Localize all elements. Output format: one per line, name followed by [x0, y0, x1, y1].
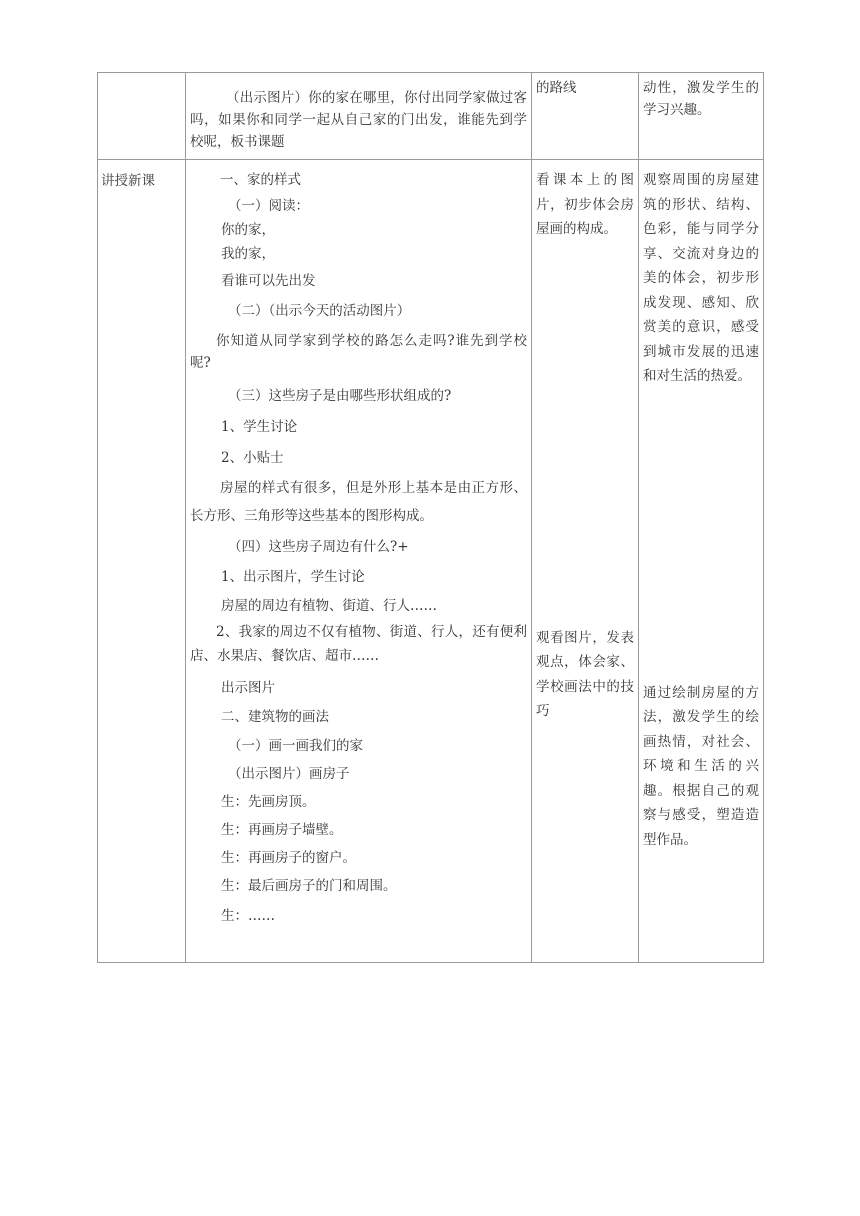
purpose-cell: [639, 73, 764, 160]
stage-cell: [98, 73, 186, 160]
stage-label: 讲授新课: [101, 173, 155, 189]
list-paragraph: 房屋的周边有植物、街道、行人……: [221, 598, 437, 615]
poem-line: 你的家，: [221, 222, 275, 239]
student-activity-cell: [532, 73, 639, 160]
intro-paragraph: （出示图片）你的家在哪里，你付出同学家做过客吗，如果你和同学一起从自己家的门出发，谁能先到学校呢，板书课题: [190, 90, 527, 150]
list-paragraph: 2、我家的周边不仅有植物、街道、行人，还有便利店、水果店、餐饮店、超市……: [190, 624, 527, 665]
subsection-heading: （一）阅读：: [228, 198, 309, 215]
list-item: 1、学生讨论: [221, 419, 298, 436]
lesson-plan-table: [97, 72, 764, 963]
stage-label: [98, 73, 185, 83]
purpose-cell: [639, 160, 764, 963]
student-activity-text: 观看图片，发表观点，体会家、学校画法中的技巧: [536, 629, 634, 719]
student-activity-text: 的路线: [536, 80, 577, 96]
list-paragraph: （出示图片）画房子: [228, 766, 350, 783]
spacer: [536, 242, 634, 626]
subsection-heading: （四）这些房子周边有什么?+: [228, 539, 409, 556]
stage-cell: [98, 160, 186, 963]
dialogue-line: 生：最后画房子的门和周围。: [221, 878, 397, 895]
dialogue-line: 生：……: [221, 908, 275, 925]
list-item: 1、出示图片，学生讨论: [221, 569, 365, 586]
poem-line: 我的家，: [221, 246, 275, 263]
tip-paragraph: 房屋的样式有很多，但是外形上基本是由正方形、长方形、三角形等这些基本的图形构成。: [190, 480, 527, 525]
section-heading: 一、家的样式: [220, 172, 301, 188]
dialogue-line: 生：再画房子的窗户。: [221, 850, 356, 867]
content-cell: [186, 73, 532, 160]
student-activity-cell: [532, 160, 639, 963]
content-cell: [186, 160, 532, 963]
student-activity-text: 看课本上的图片，初步体会房屋画的构成。: [536, 172, 634, 237]
dialogue-line: 生：再画房子墙壁。: [221, 822, 343, 839]
question-paragraph: 你知道从同学家到学校的路怎么走吗?谁先到学校呢?: [190, 333, 527, 372]
list-item: 2、小贴士: [221, 450, 284, 467]
list-paragraph: 出示图片: [221, 680, 275, 697]
purpose-text: 动性，激发学生的学习兴趣。: [643, 80, 759, 118]
subsection-heading: （一）画一画我们的家: [228, 738, 363, 755]
subsection-heading: （二）（出示今天的活动图片）: [228, 303, 411, 320]
poem-line: 看谁可以先出发: [221, 273, 316, 290]
section-heading: 二、建筑物的画法: [221, 709, 329, 726]
table-row: [98, 160, 764, 963]
spacer: [643, 389, 759, 681]
purpose-text: 观察周围的房屋建筑的形状、结构、色彩，能与同学分享、交流对身边的美的体会，初步形成发现、感知、欣赏美的意识，感受到城市发展的迅速和对生活的热爱。: [643, 172, 759, 384]
dialogue-line: 生：先画房顶。: [221, 794, 316, 811]
table-row: [98, 73, 764, 160]
purpose-text: 通过绘制房屋的方法，激发学生的绘画热情，对社会、环境和生活的兴趣。根据自己的观察与感受，塑造造型作品。: [643, 684, 759, 848]
subsection-heading: （三）这些房子是由哪些形状组成的?: [228, 388, 452, 405]
